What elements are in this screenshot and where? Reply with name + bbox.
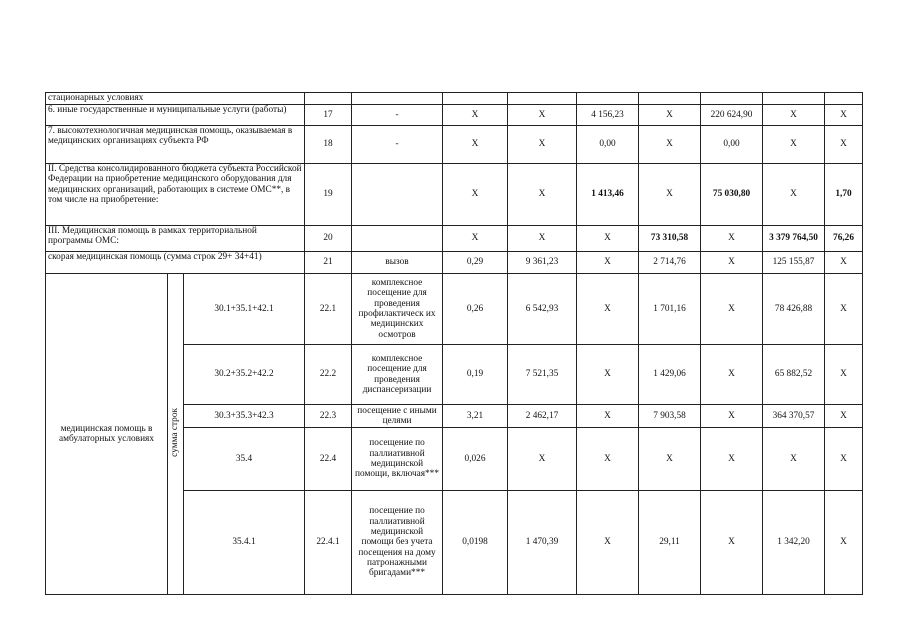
table-cell: X [508, 428, 577, 491]
table-cell: X [639, 126, 701, 164]
table-cell: 18 [305, 126, 352, 164]
table-cell: X [639, 164, 701, 226]
table-cell: 19 [305, 164, 352, 226]
table-cell: 1 429,06 [639, 345, 701, 405]
table-cell: X [763, 164, 825, 226]
table-cell: X [577, 274, 639, 345]
table-cell: 0,26 [443, 274, 508, 345]
unit-cell: посещение по паллиативной медицинской помощи, включая*** [352, 428, 443, 491]
table-cell: 1 701,16 [639, 274, 701, 345]
sum-formula: 30.3+35.3+42.3 [184, 405, 305, 428]
table-row [46, 274, 863, 345]
group-label: медицинская помощь в амбулаторных условиях [46, 274, 168, 595]
table-row [46, 226, 863, 252]
table-cell: - [352, 126, 443, 164]
sum-formula: 30.2+35.2+42.2 [184, 345, 305, 405]
table-cell: 78 426,88 [763, 274, 825, 345]
data-table [45, 92, 863, 595]
table-cell [639, 93, 701, 105]
table-cell: X [701, 345, 763, 405]
unit-cell: комплексное посещение для проведения профилактическ их медицинских осмотров [352, 274, 443, 345]
table-cell: 1 342,20 [763, 491, 825, 595]
table-cell: 22.4 [305, 428, 352, 491]
table-row [46, 105, 863, 126]
table-cell: 0,19 [443, 345, 508, 405]
table-cell: X [763, 105, 825, 126]
table-cell: X [443, 126, 508, 164]
table-cell: 7 903,58 [639, 405, 701, 428]
row-label: стационарных условиях [46, 93, 305, 105]
table-cell: 0,00 [701, 126, 763, 164]
table-cell: 6 542,93 [508, 274, 577, 345]
table-cell: 21 [305, 252, 352, 274]
table-cell: 22.3 [305, 405, 352, 428]
sum-formula: 35.4 [184, 428, 305, 491]
table-cell: 3 379 764,50 [763, 226, 825, 252]
table-cell: 0,0198 [443, 491, 508, 595]
row-label: II. Средства консолидированного бюджета субъекта Российской Федерации на приобретение медицинского оборудования для медицинских организаций, работающих в системе ОМС**, в том числе на приобретение: [46, 164, 305, 226]
table-cell: X [825, 126, 863, 164]
table-cell: 75 030,80 [701, 164, 763, 226]
table-cell: X [577, 428, 639, 491]
table-cell: 20 [305, 226, 352, 252]
table-row [46, 93, 863, 105]
table-cell: 4 156,23 [577, 105, 639, 126]
table-cell: 1 413,46 [577, 164, 639, 226]
table-cell: 1,70 [825, 164, 863, 226]
table-cell: X [639, 428, 701, 491]
table-cell: 7 521,35 [508, 345, 577, 405]
table-cell: 2 462,17 [508, 405, 577, 428]
sum-formula: 30.1+35.1+42.1 [184, 274, 305, 345]
table-cell: 65 882,52 [763, 345, 825, 405]
table-cell: 76,26 [825, 226, 863, 252]
table-cell: X [701, 274, 763, 345]
table-row [46, 252, 863, 274]
table-cell [352, 93, 443, 105]
table-cell: X [825, 428, 863, 491]
table-cell: X [577, 226, 639, 252]
table-cell: X [825, 491, 863, 595]
table-cell: X [443, 105, 508, 126]
sum-rows-text: сумма строк [170, 407, 181, 457]
table-cell: 29,11 [639, 491, 701, 595]
table-cell: X [825, 405, 863, 428]
table-cell [825, 93, 863, 105]
table-cell: 22.1 [305, 274, 352, 345]
table-cell [352, 164, 443, 226]
table-cell: X [825, 105, 863, 126]
table-cell: - [352, 105, 443, 126]
table-cell: X [701, 491, 763, 595]
table-cell: 22.2 [305, 345, 352, 405]
table-cell: 0,026 [443, 428, 508, 491]
row-label: 7. высокотехнологичная медицинская помощь, оказываемая в медицинских организациях субъекта РФ [46, 126, 305, 164]
table-cell: X [577, 405, 639, 428]
unit-cell: посещение по паллиативной медицинской помощи без учета посещения на дому патронажными бригадами*** [352, 491, 443, 595]
table-row [46, 126, 863, 164]
table-cell: 73 310,58 [639, 226, 701, 252]
row-label: 6. иные государственные и муниципальные услуги (работы) [46, 105, 305, 126]
unit-cell: комплексное посещение для проведения диспансеризации [352, 345, 443, 405]
table-cell: X [763, 126, 825, 164]
table-cell [352, 226, 443, 252]
table-cell: X [825, 252, 863, 274]
table-cell: 0,00 [577, 126, 639, 164]
table-cell: X [443, 226, 508, 252]
table-cell: X [577, 345, 639, 405]
table-cell: X [577, 252, 639, 274]
table-cell: X [825, 345, 863, 405]
table-cell [305, 93, 352, 105]
table-cell [443, 93, 508, 105]
table-cell: X [508, 164, 577, 226]
row-label: скорая медицинская помощь (сумма строк 29+ 34+41) [46, 252, 305, 274]
table-cell: X [701, 405, 763, 428]
table-cell: X [763, 428, 825, 491]
table-cell: X [701, 252, 763, 274]
table-cell: 1 470,39 [508, 491, 577, 595]
table-row [46, 164, 863, 226]
table-cell: 364 370,57 [763, 405, 825, 428]
table-cell: X [701, 428, 763, 491]
table-cell: X [639, 105, 701, 126]
table-cell: 0,29 [443, 252, 508, 274]
table-cell: 22.4.1 [305, 491, 352, 595]
sum-rows-label [168, 274, 184, 595]
row-label: III. Медицинская помощь в рамках территориальной программы ОМС: [46, 226, 305, 252]
table-cell: 9 361,23 [508, 252, 577, 274]
table-cell: X [577, 491, 639, 595]
table-cell: 3,21 [443, 405, 508, 428]
unit-cell: посещение с иными целями [352, 405, 443, 428]
table-cell: X [508, 105, 577, 126]
table-cell: 220 624,90 [701, 105, 763, 126]
table-cell [701, 93, 763, 105]
table-cell [763, 93, 825, 105]
table-cell: 2 714,76 [639, 252, 701, 274]
table-cell [577, 93, 639, 105]
table-cell: X [508, 226, 577, 252]
table-cell: 17 [305, 105, 352, 126]
table-cell: X [443, 164, 508, 226]
table-cell: X [701, 226, 763, 252]
sum-formula: 35.4.1 [184, 491, 305, 595]
table-cell: вызов [352, 252, 443, 274]
table-cell: 125 155,87 [763, 252, 825, 274]
table-cell [508, 93, 577, 105]
table-cell: X [508, 126, 577, 164]
table-cell: X [825, 274, 863, 345]
